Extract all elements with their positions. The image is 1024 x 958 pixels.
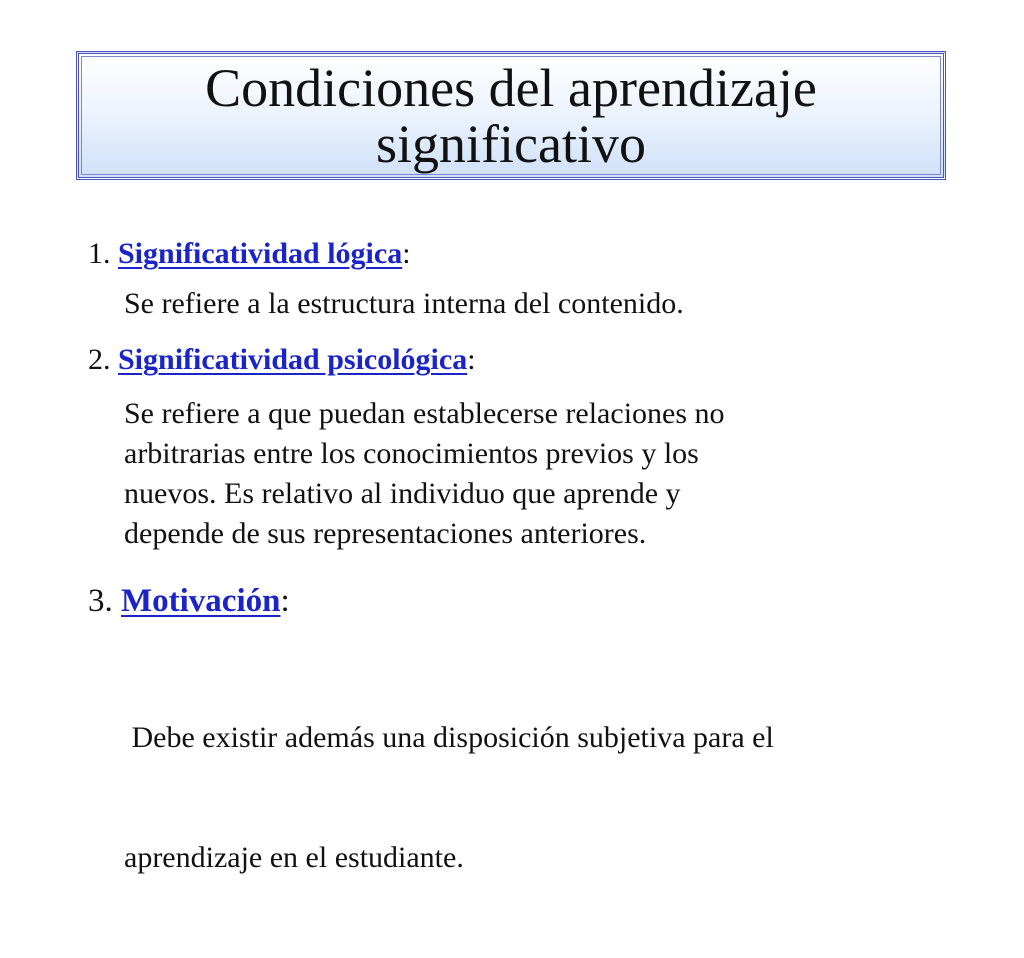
item-2-description-line: Se refiere a que puedan establecerse relaciones no bbox=[124, 397, 725, 430]
item-1-colon: : bbox=[402, 237, 411, 270]
item-3-description bbox=[124, 638, 774, 958]
item-3-number: 3. bbox=[88, 583, 113, 619]
item-2-number: 2. bbox=[88, 343, 111, 376]
item-2-description-line: depende de sus representaciones anteriores. bbox=[124, 517, 647, 550]
item-3-heading bbox=[88, 581, 290, 621]
title-line-2: significativo bbox=[376, 113, 646, 174]
item-3-colon: : bbox=[280, 583, 290, 619]
item-1-heading bbox=[88, 234, 411, 274]
item-2-colon: : bbox=[467, 343, 476, 376]
item-1-number: 1. bbox=[88, 237, 111, 270]
item-3-description-line: aprendizaje en el estudiante. bbox=[124, 841, 464, 874]
item-1-description bbox=[124, 284, 684, 324]
item-2-keyword: Significatividad psicológica bbox=[118, 343, 468, 376]
item-2-heading bbox=[88, 340, 476, 380]
title-line-1: Condiciones del aprendizaje bbox=[205, 57, 817, 118]
item-3-keyword: Motivación bbox=[121, 583, 281, 619]
item-1-keyword: Significatividad lógica bbox=[118, 237, 403, 270]
item-3-description-line: Debe existir además una disposición subjetiva para el bbox=[124, 721, 774, 754]
item-1-description-line: Se refiere a la estructura interna del contenido. bbox=[124, 287, 684, 320]
item-2-description bbox=[124, 394, 725, 554]
item-2-description-line: nuevos. Es relativo al individuo que aprende y bbox=[124, 477, 681, 510]
item-2-description-line: arbitrarias entre los conocimientos previos y los bbox=[124, 437, 699, 470]
